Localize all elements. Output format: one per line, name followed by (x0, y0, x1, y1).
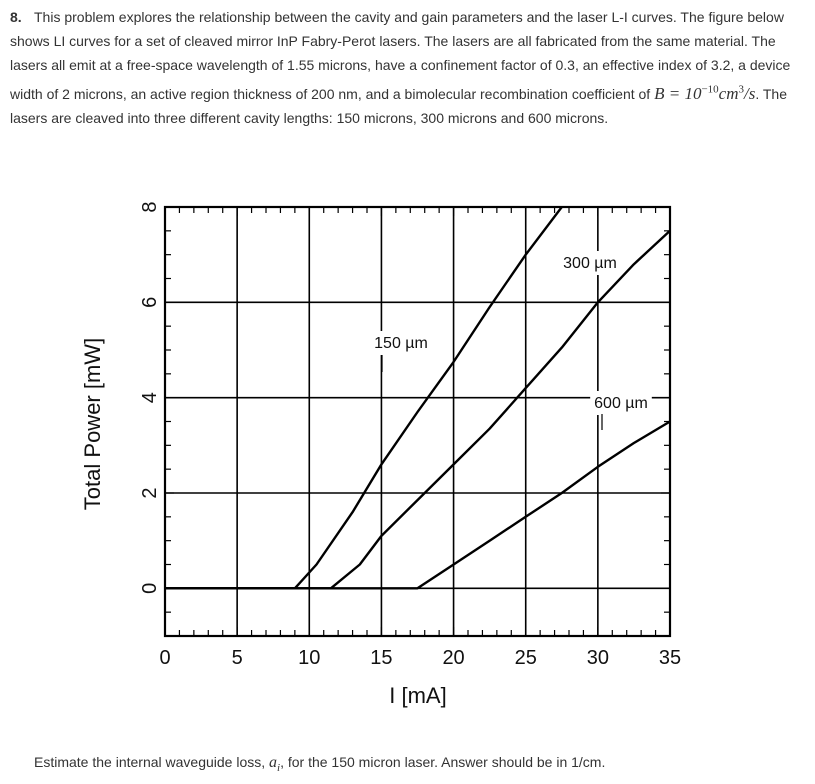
question-text-part-1: Estimate the internal waveguide loss, (34, 754, 270, 770)
x-tick-label-30: 30 (586, 647, 609, 669)
y-tick-label-4: 4 (139, 392, 161, 404)
problem-number: 8. (10, 9, 22, 25)
x-tick-label-25: 25 (514, 647, 537, 669)
y-tick-label-0: 0 (139, 582, 161, 594)
eq-tail: /s (744, 83, 756, 103)
y-tick-label-6: 6 (139, 296, 161, 308)
eq-lhs: B = 10 (654, 83, 702, 103)
eq-exponent: −10 (701, 83, 719, 95)
x-tick-label-15: 15 (370, 647, 393, 669)
y-axis-label: Total Power [mW] (80, 337, 105, 511)
question-text-part-2: , for the 150 micron laser. Answer should be in 1/cm. (280, 754, 606, 770)
loss-symbol-base: a (269, 754, 278, 771)
series-line-2 (165, 422, 670, 589)
loss-symbol-subscript: i (277, 762, 281, 775)
y-tick-label-2: 2 (139, 487, 161, 499)
x-axis-label: I [mA] (389, 683, 447, 708)
x-tick-label-10: 10 (298, 647, 321, 669)
x-tick-label-0: 0 (159, 647, 171, 669)
eq-unit: cm (718, 83, 739, 103)
loss-symbol (269, 754, 281, 775)
x-tick-label-35: 35 (658, 647, 682, 669)
eq-unit-exponent: 3 (738, 83, 744, 95)
x-tick-label-5: 5 (231, 647, 243, 669)
series-label-0: 150 µm (374, 335, 428, 352)
x-tick-label-20: 20 (442, 647, 465, 669)
problem-text-part-1: This problem explores the relationship between the cavity and gain parameters and the laser L-I curves. The figure below shows LI curves for a set of cleaved mirror InP Fabry-Perot lasers. The lasers are all fabricated from the same material. The lasers all emit at a free-space wavelength of 1.55 microns, have a confinement factor of 0.3, an effective index of 3.2, a device width of 2 microns, an active region thickness of 200 nm, and a bimolecular recombination coefficient of (10, 9, 791, 102)
series-label-1: 300 µm (563, 255, 617, 272)
question-statement (34, 754, 804, 774)
y-tick-label-8: 8 (139, 201, 161, 213)
problem-text-part-2: . The lasers are cleaved into three different cavity lengths: 150 microns, 300 microns and 600 microns. (10, 85, 787, 126)
series-label-2: 600 µm (594, 395, 648, 412)
